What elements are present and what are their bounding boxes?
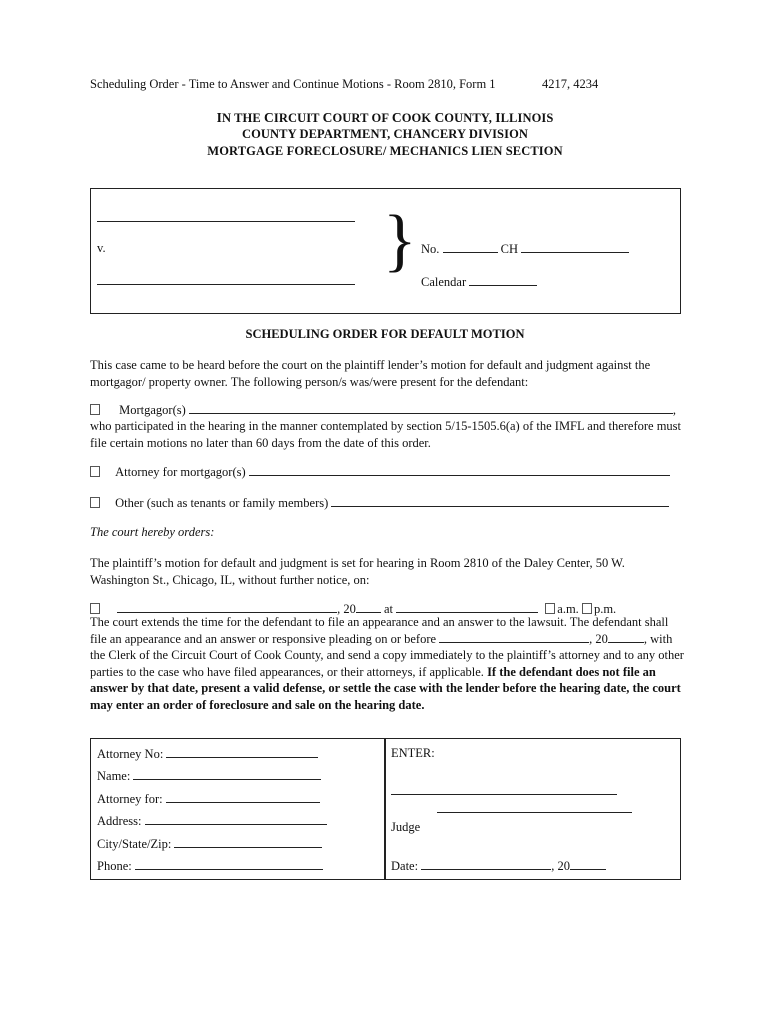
warning-line: may enter an order of foreclosure and sale on the hearing date.: [90, 697, 425, 712]
am-checkbox[interactable]: [545, 603, 555, 614]
answer-date-field[interactable]: [439, 631, 589, 643]
name-row: [97, 768, 321, 784]
hearing-year-field[interactable]: [356, 601, 381, 613]
extension-line: The court extends the time for the defendant to file an appearance and an answer to the lawsuit. The defendant shall: [90, 615, 669, 629]
answer-year-prefix: , 20: [589, 631, 608, 646]
city-state-zip-label: City/State/Zip:: [97, 837, 172, 851]
city-state-zip-field[interactable]: [174, 836, 322, 848]
form-title: Scheduling Order - Time to Answer and Continue Motions - Room 2810, Form 1: [90, 77, 496, 91]
extension-text: parties to the case who have filed appearances, or their attorneys, if applicable.: [90, 664, 484, 679]
enter-label: ENTER:: [391, 746, 435, 760]
enter-year-field[interactable]: [570, 858, 606, 870]
attorney-for-field[interactable]: [166, 791, 320, 803]
plaintiff-name-line[interactable]: [97, 221, 355, 222]
answer-year-field[interactable]: [608, 631, 644, 643]
mortgagor-comma: ,: [672, 403, 677, 417]
other-field[interactable]: [331, 495, 669, 507]
name-label: Name:: [97, 769, 131, 783]
court-heading-line2: COUNTY DEPARTMENT, CHANCERY DIVISION: [241, 127, 529, 141]
hearing-line: The plaintiff’s motion for default and judgment is set for hearing in Room 2810 of the Daley Center, 50 W.: [90, 556, 625, 570]
enter-date-field[interactable]: [421, 858, 551, 870]
mortgagor-option: [90, 402, 676, 418]
am-label: a.m.: [557, 602, 579, 616]
attorney-no-label: Attorney No:: [97, 747, 164, 761]
form-numbers: 4217, 4234: [542, 77, 599, 91]
enter-date-row: [391, 858, 606, 874]
attorney-no-field[interactable]: [166, 746, 318, 758]
ch-number-field[interactable]: [521, 241, 629, 253]
judge-label: Judge: [391, 820, 421, 834]
order-title: SCHEDULING ORDER FOR DEFAULT MOTION: [245, 327, 525, 341]
versus-label: v.: [97, 241, 106, 255]
hearing-date-field[interactable]: [117, 601, 337, 613]
calendar-label: Calendar: [421, 275, 467, 289]
extension-text: file an appearance and an answer or responsive pleading on or before: [90, 631, 437, 646]
mortgagor-explanation-line: file certain motions no later than 60 days from the date of this order.: [90, 435, 431, 450]
case-no-label: No.: [421, 242, 440, 256]
hearing-line: Washington St., Chicago, IL, without further notice, on:: [90, 572, 370, 587]
phone-label: Phone:: [97, 859, 132, 873]
at-label: at: [384, 602, 394, 616]
mortgagor-explanation-line: who participated in the hearing in the manner contemplated by section 5/15-1505.6(a) of the IMFL and therefore must: [90, 419, 682, 433]
hearing-date-checkbox[interactable]: [90, 603, 100, 614]
intro-line: mortgagor/ property owner. The following person/s was/were present for the defendant:: [90, 374, 529, 389]
address-label: Address:: [97, 814, 142, 828]
attorney-no-row: [97, 746, 318, 762]
court-heading-line1: IN THE CIRCUIT COURT OF COOK COUNTY, ILLINOIS: [216, 110, 554, 125]
attorney-for-row: [97, 791, 320, 807]
mortgagor-explanation: [90, 418, 690, 451]
other-checkbox[interactable]: [90, 497, 100, 508]
case-number-row: [421, 241, 629, 257]
extension-text: , with: [643, 631, 673, 646]
city-state-zip-row: [97, 836, 322, 852]
mortgagor-field[interactable]: [189, 402, 673, 414]
calendar-row: [421, 274, 537, 290]
enter-year-prefix: , 20: [551, 859, 570, 873]
judge-number-line[interactable]: [437, 812, 632, 813]
caption-brace: }: [383, 202, 417, 279]
ch-label: CH: [500, 242, 519, 256]
hearing-paragraph: [90, 555, 690, 588]
attorney-for-mortgagor-label: Attorney for mortgagor(s): [115, 465, 246, 479]
judge-signature-line[interactable]: [391, 794, 617, 795]
hearing-year-prefix: , 20: [337, 602, 356, 616]
phone-row: [97, 858, 323, 874]
court-orders-heading: The court hereby orders:: [90, 525, 215, 539]
extension-paragraph: [90, 614, 695, 713]
other-label: Other (such as tenants or family members): [115, 496, 329, 510]
warning-line: answer by that date, present a valid defense, or settle the case with the lender before the hearing date, the court: [90, 681, 681, 695]
enter-date-label: Date:: [391, 859, 419, 873]
address-row: [97, 813, 327, 829]
defendant-name-line[interactable]: [97, 284, 355, 285]
mortgagor-label: Mortgagor(s): [119, 403, 186, 417]
court-heading-line3: MORTGAGE FORECLOSURE/ MECHANICS LIEN SECTION: [207, 144, 563, 158]
pm-label: p.m.: [593, 602, 617, 616]
phone-field[interactable]: [135, 858, 323, 870]
case-number-field[interactable]: [443, 241, 498, 253]
attorney-for-mortgagor-field[interactable]: [249, 464, 670, 476]
mortgagor-checkbox[interactable]: [90, 404, 100, 415]
attorney-checkbox[interactable]: [90, 466, 100, 477]
pm-checkbox[interactable]: [582, 603, 592, 614]
calendar-field[interactable]: [469, 274, 537, 286]
extension-line: [90, 631, 695, 648]
extension-line: the Clerk of the Circuit Court of Cook County, and send a copy immediately to the plaintiff’s attorney and to any other: [90, 648, 684, 662]
extension-line: [90, 664, 695, 681]
name-field[interactable]: [133, 768, 321, 780]
intro-line: This case came to be heard before the court on the plaintiff lender’s motion for default and judgment against the: [90, 358, 651, 372]
attorney-for-label: Attorney for:: [97, 792, 163, 806]
warning-text: If the defendant does not file an: [487, 664, 656, 679]
intro-paragraph: [90, 357, 690, 390]
attorney-option: [90, 464, 670, 480]
hearing-time-field[interactable]: [396, 601, 538, 613]
address-field[interactable]: [145, 813, 327, 825]
other-option: [90, 495, 669, 511]
